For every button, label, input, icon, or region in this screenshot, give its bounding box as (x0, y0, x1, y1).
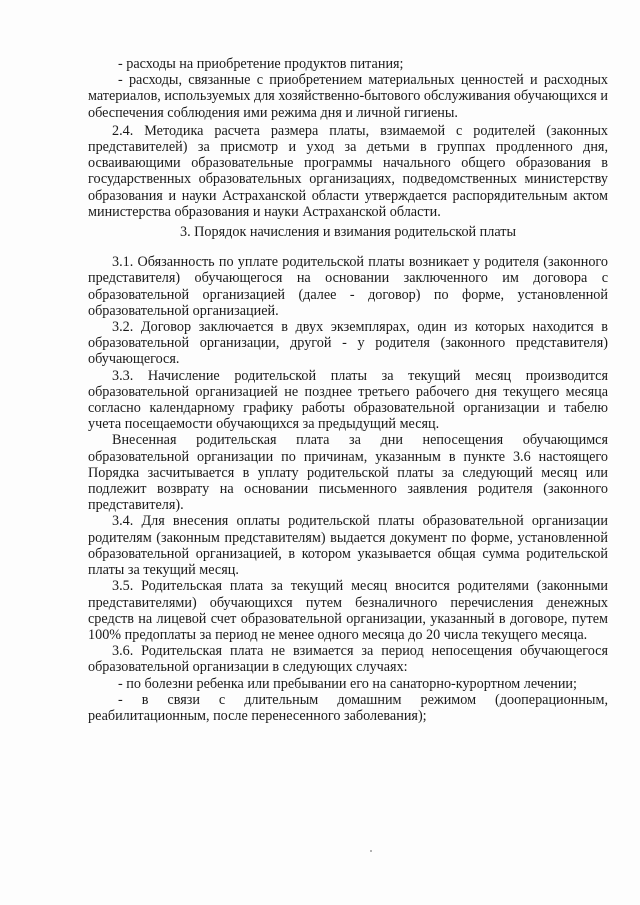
list-item-illness: - по болезни ребенка или пребывании его на санаторно-курортном лечении; (118, 675, 577, 692)
paragraph-3-4: 3.4. Для внесения оплаты родительской платы образовательной организации родителям (законным представителям) выдается документ по форме, установленной образовательной организацией, в котором указывается общая сумма родительской платы за текущий месяц. (88, 513, 608, 579)
paragraph-3-3-refund: Внесенная родительская плата за дни непосещения обучающимся образовательной организации по причинам, указанным в пункте 3.6 настоящего Порядка засчитывается в уплату родительской платы за следующий месяц или подлежит возврату на основании письменного заявления родителя (законного представителя). (88, 432, 608, 514)
paragraph-3-3: 3.3. Начисление родительской платы за текущий месяц производится образовательной организацией не позднее третьего рабочего дня текущего месяца согласно календарному графику работы образовательной организации и табелю учета посещаемости обучающихся за предыдущий месяц. (88, 367, 608, 433)
list-item-materials-expenses: - расходы, связанные с приобретением материальных ценностей и расходных материалов, используемых для хозяйственно-бытового обслуживания обучающихся и обеспечения соблюдения ими режима дня и личной гигиены. (88, 72, 608, 121)
paragraph-3-5: 3.5. Родительская плата за текущий месяц вносится родителями (законными представителями) обучающихся путем безналичного перечисления денежных средств на лицевой счет образовательной организации, указанный в договоре, путем 100% предоплаты за период не менее одного месяца до 20 числа текущего месяца. (88, 578, 608, 643)
paragraph-3-2: 3.2. Договор заключается в двух экземплярах, один из которых находится в образовательной организации, другой - у родителя (законного представителя) обучающегося. (88, 319, 608, 368)
list-item-food-expenses: - расходы на приобретение продуктов питания; (118, 56, 404, 72)
paragraph-3-1: 3.1. Обязанность по уплате родительской платы возникает у родителя (законного представителя) обучающегося на основании заключенного им договора с образовательной организацией (далее - договор) по форме, установленной образовательной организацией. (88, 254, 608, 319)
paragraph-2-4: 2.4. Методика расчета размера платы, взимаемой с родителей (законных представителей) за присмотр и уход за детьми в группах продленного дня, осваивающими образовательные программы начального общего образования в государственных образовательных организациях, подведомственных министерству образования и науки Астраханской области утверждается распорядительным актом министерства образования и науки Астраханской области. (88, 122, 608, 220)
scan-speck (370, 850, 372, 852)
document-body (88, 56, 608, 724)
paragraph-3-6: 3.6. Родительская плата не взимается за период непосещения обучающегося образовательной организации в следующих случаях: (88, 643, 608, 676)
section-heading-3: 3. Порядок начисления и взимания родительской платы (179, 224, 517, 241)
list-item-home-regime: - в связи с длительным домашним режимом (дооперационным, реабилитационным, после перенесенного заболевания); (88, 691, 608, 724)
